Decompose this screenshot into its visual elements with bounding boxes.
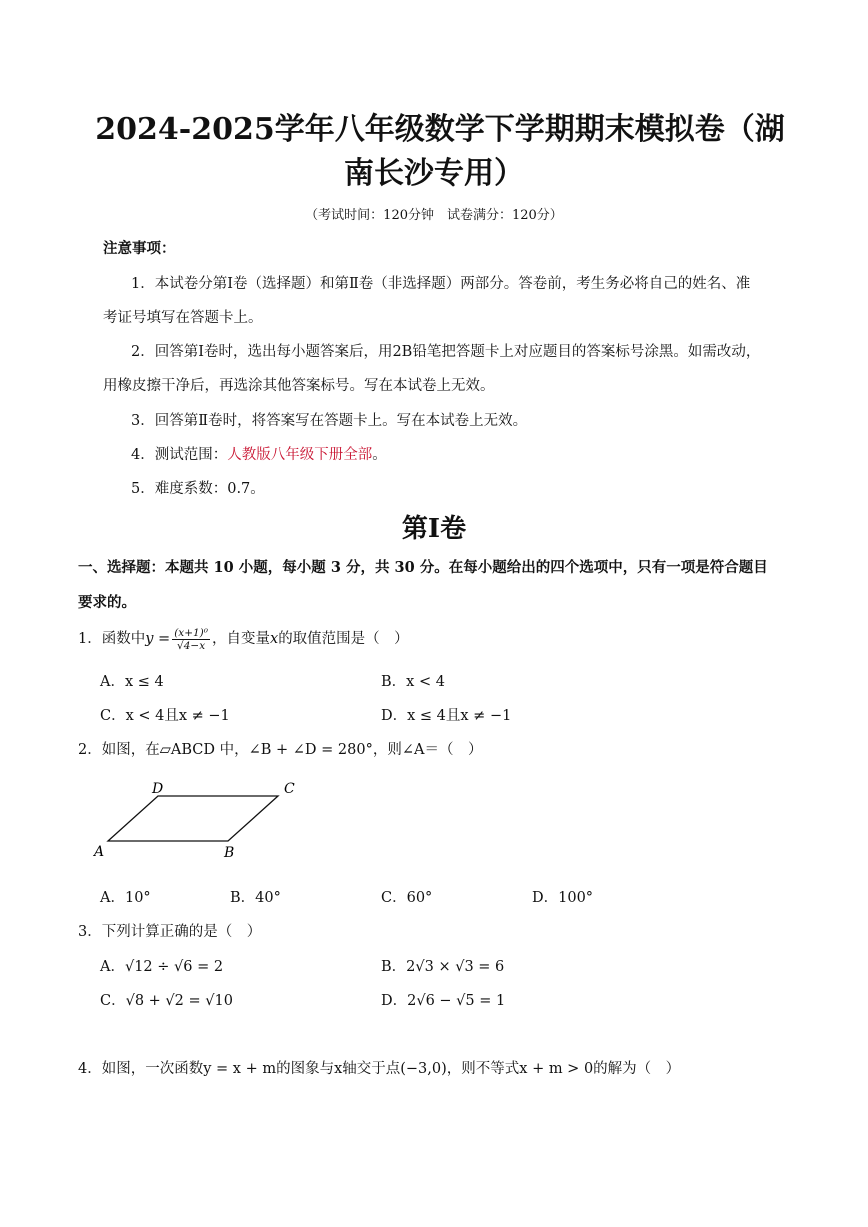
- q2-option-a[interactable]: A．10°: [100, 890, 151, 906]
- q1-option-d[interactable]: D．x ≤ 4且x ≠ −1: [381, 708, 512, 724]
- exam-subtitle: （考试时间：120分钟 试卷满分：120分）: [305, 208, 563, 223]
- q1-prefix: 1．函数中: [78, 631, 146, 647]
- q1-y-eq: y =: [145, 631, 171, 647]
- q3-option-b[interactable]: B．2√3 × √3 = 6: [381, 959, 505, 975]
- vertex-label-b: B: [224, 845, 235, 861]
- note-5: 5．难度系数：0.7。: [131, 481, 265, 497]
- note-4: [131, 443, 387, 464]
- question-2-stem: 2．如图，在▱ABCD 中，∠B + ∠D = 280°，则∠A＝（ ）: [78, 742, 483, 758]
- section-heading-line2: 要求的。: [78, 594, 136, 611]
- question-4-stem: 4．如图，一次函数y = x + m的图象与x轴交于点(−3,0)，则不等式x + m > 0的解为（ ）: [78, 1061, 681, 1077]
- vertex-label-c: C: [284, 781, 295, 797]
- q1-suffix1: ，自变量: [212, 631, 270, 647]
- question-3-stem: 3．下列计算正确的是（ ）: [78, 924, 262, 940]
- q2-option-c[interactable]: C．60°: [381, 890, 433, 906]
- q3-option-d[interactable]: D．2√6 − √5 = 1: [381, 993, 506, 1009]
- parallelogram-shape: [108, 796, 278, 841]
- note-2-line2: 用橡皮擦干净后，再选涂其他答案标号。写在本试卷上无效。: [103, 378, 495, 394]
- section-heading-line1: 一、选择题：本题共 10 小题，每小题 3 分，共 30 分。在每小题给出的四个选项中，只有一项是符合题目: [78, 559, 768, 576]
- exam-title-line1: 2024-2025学年八年级数学下学期期末模拟卷（湖: [95, 112, 785, 147]
- q1-option-c[interactable]: C．x < 4且x ≠ −1: [100, 708, 230, 724]
- test-range: 人教版八年级下册全部: [227, 447, 373, 463]
- q1-numerator: (x+1)⁰: [174, 626, 208, 639]
- note-1-line1: 1．本试卷分第Ⅰ卷（选择题）和第Ⅱ卷（非选择题）两部分。答卷前，考生务必将自己的姓名、准: [131, 276, 751, 292]
- parallelogram-figure: [88, 776, 308, 866]
- q1-option-b[interactable]: B．x < 4: [381, 674, 445, 690]
- exam-title-line2: 南长沙专用）: [344, 156, 524, 191]
- note-2-line1: 2．回答第Ⅰ卷时，选出每小题答案后，用2B铅笔把答题卡上对应题目的答案标号涂黑。如需改动，: [131, 344, 761, 360]
- note-4-prefix: 4．测试范围：: [131, 447, 228, 463]
- q2-option-b[interactable]: B．40°: [230, 890, 281, 906]
- q3-option-c[interactable]: C．√8 + √2 = √10: [100, 993, 233, 1009]
- vertex-label-d: D: [152, 781, 164, 797]
- q2-option-d[interactable]: D．100°: [532, 890, 594, 906]
- q1-suffix2: 的取值范围是（ ）: [278, 631, 409, 647]
- question-1-stem: [78, 624, 409, 654]
- note-4-suffix: 。: [372, 447, 387, 463]
- q1-denominator: √4−x: [177, 639, 206, 652]
- section-title: 第Ⅰ卷: [401, 514, 467, 544]
- q3-option-a[interactable]: A．√12 ÷ √6 = 2: [100, 959, 224, 975]
- notes-heading: 注意事项：: [103, 240, 176, 257]
- note-3: 3．回答第Ⅱ卷时，将答案写在答题卡上。写在本试卷上无效。: [131, 413, 528, 429]
- q1-fraction: [172, 627, 210, 652]
- vertex-label-a: A: [94, 844, 105, 860]
- q1-var: x: [270, 631, 279, 647]
- note-1-line2: 考证号填写在答题卡上。: [103, 310, 263, 326]
- q1-option-a[interactable]: A．x ≤ 4: [100, 674, 164, 690]
